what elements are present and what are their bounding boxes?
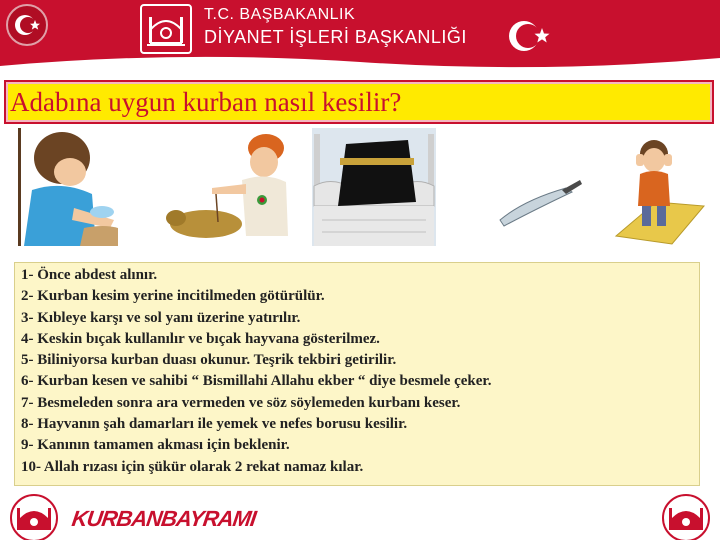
- header-wave: [0, 48, 720, 70]
- step-item: 8- Hayvanın şah damarları ile yemek ve nefes borusu kesilir.: [21, 416, 408, 433]
- step-item: 9- Kanının tamamen akması için beklenir.: [21, 437, 290, 454]
- knife-illustration: [494, 128, 584, 246]
- crescent-star-icon: [506, 14, 554, 58]
- step-item: 3- Kıbleye karşı ve sol yanı üzerine yatırılır.: [21, 309, 301, 326]
- step-item: 7- Besmeleden sonra ara vermeden ve söz söylemeden kurbanı keser.: [21, 394, 461, 411]
- sheep-boy-illustration: [146, 128, 296, 246]
- header-title-line2: DİYANET İŞLERİ BAŞKANLIĞI: [204, 27, 467, 47]
- footer-label: KURBANBAYRAMI: [70, 506, 258, 531]
- step-item: 10- Allah rızası için şükür olarak 2 rekat namaz kılar.: [21, 458, 364, 475]
- header-title-line1: T.C. BAŞBAKANLIK: [204, 6, 356, 23]
- title-bar: [4, 80, 714, 124]
- step-item: 4- Keskin bıçak kullanılır ve bıçak hayvana gösterilmez.: [21, 330, 380, 347]
- ablution-illustration: [14, 128, 118, 246]
- turkish-flag-icon: [6, 4, 48, 46]
- kaaba-illustration: [312, 128, 436, 246]
- header-band: [0, 0, 720, 70]
- step-item: 6- Kurban kesen ve sahibi “ Bismillahi Allahu ekber “ diye besmele çeker.: [21, 373, 492, 390]
- steps-box: [14, 262, 700, 486]
- prayer-illustration: [596, 128, 706, 246]
- step-item: 5- Biliniyorsa kurban duası okunur. Teşrik tekbiri getirilir.: [21, 352, 397, 369]
- diyanet-seal-icon-left: [4, 490, 66, 540]
- step-item: 2- Kurban kesim yerine incitilmeden götürülür.: [21, 288, 325, 305]
- step-item: 1- Önce abdest alınır.: [21, 267, 158, 283]
- page-title: Adabına uygun kurban nasıl kesilir?: [10, 86, 402, 117]
- diyanet-seal-icon-right: [654, 490, 716, 540]
- diyanet-logo-icon: [140, 4, 192, 54]
